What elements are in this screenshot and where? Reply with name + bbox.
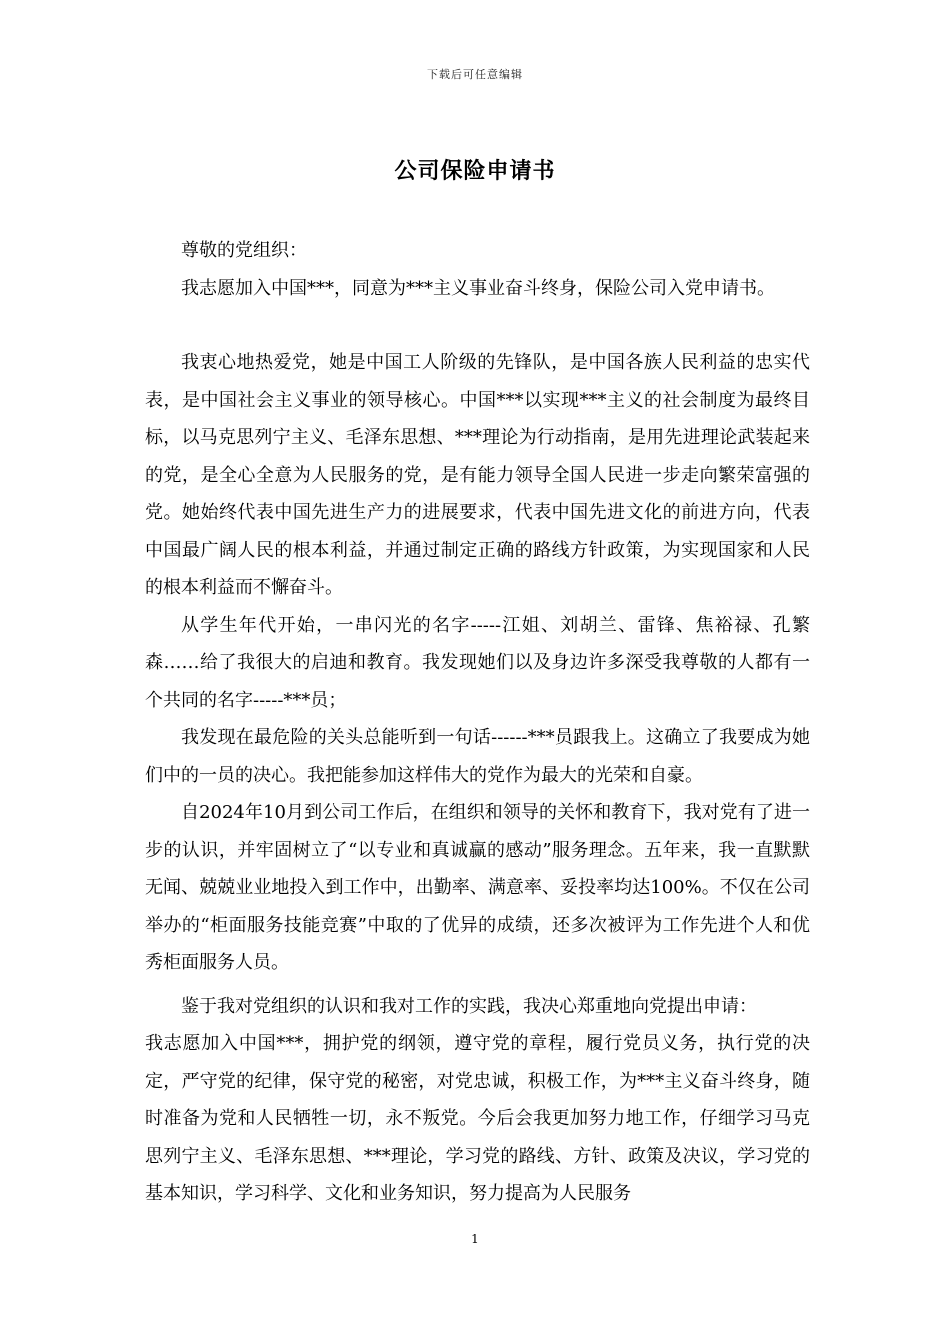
- paragraph-5: 自2024年10月到公司工作后，在组织和领导的关怀和教育下，我对党有了进一步的认识，并牢固树立了“以专业和真诚赢的感动”服务理念。五年来，我一直默默无闻、兢兢业业地投入到工作中，出勤率、满意率、妥投率均达100%。不仅在公司举办的“柜面服务技能竞赛”中取的了优异的成绩，还多次被评为工作先进个人和优秀柜面服务人员。: [145, 802, 810, 973]
- paragraph-7: 我志愿加入中国***，拥护党的纲领，遵守党的章程，履行党员义务，执行党的决定，严守党的纪律，保守党的秘密，对党忠诚，积极工作，为***主义奋斗终身，随时准备为党和人民牺牲一切，永不叛党。今后会我更加努力地工作，仔细学习马克思列宁主义、毛泽东思想、***理论，学习党的路线、方针、政策及决议，学习党的基本知识，学习科学、文化和业务知识，努力提高为人民服务: [145, 1033, 810, 1204]
- paragraph-2: 我衷心地热爱党，她是中国工人阶级的先锋队，是中国各族人民利益的忠实代表，是中国社会主义事业的领导核心。中国***以实现***主义的社会制度为最终目标，以马克思列宁主义、毛泽东思想、***理论为行动指南，是用先进理论武装起来的党，是全心全意为人民服务的党，是有能力领导全国人民进一步走向繁荣富强的党。她始终代表中国先进生产力的进展要求，代表中国先进文化的前进方向，代表中国最广阔人民的根本利益，并通过制定正确的路线方针政策，为实现国家和人民的根本利益而不懈奋斗。: [145, 352, 810, 598]
- header-note: 下载后可任意编辑: [427, 68, 523, 81]
- salutation: 尊敬的党组织：: [181, 240, 307, 261]
- paragraph-4: 我发现在最危险的关头总能听到一句话------***员跟我上。这确立了我要成为她们中的一员的决心。我把能参加这样伟大的党作为最大的光荣和自豪。: [145, 727, 810, 786]
- document-title: 公司保险申请书: [394, 159, 556, 184]
- page-number: 1: [471, 1232, 479, 1246]
- paragraph-6: 鉴于我对党组织的认识和我对工作的实践，我决心郑重地向党提出申请：: [181, 995, 757, 1017]
- paragraph-3: 从学生年代开始，一串闪光的名字-----江姐、刘胡兰、雷锋、焦裕禄、孔繁森……给了我很大的启迪和教育。我发现她们以及身边许多深受我尊敬的人都有一个共同的名字-----***员；: [145, 614, 810, 711]
- document-body: [145, 232, 810, 1213]
- paragraph-1: 我志愿加入中国***，同意为***主义事业奋斗终身，保险公司入党申请书。: [181, 277, 775, 299]
